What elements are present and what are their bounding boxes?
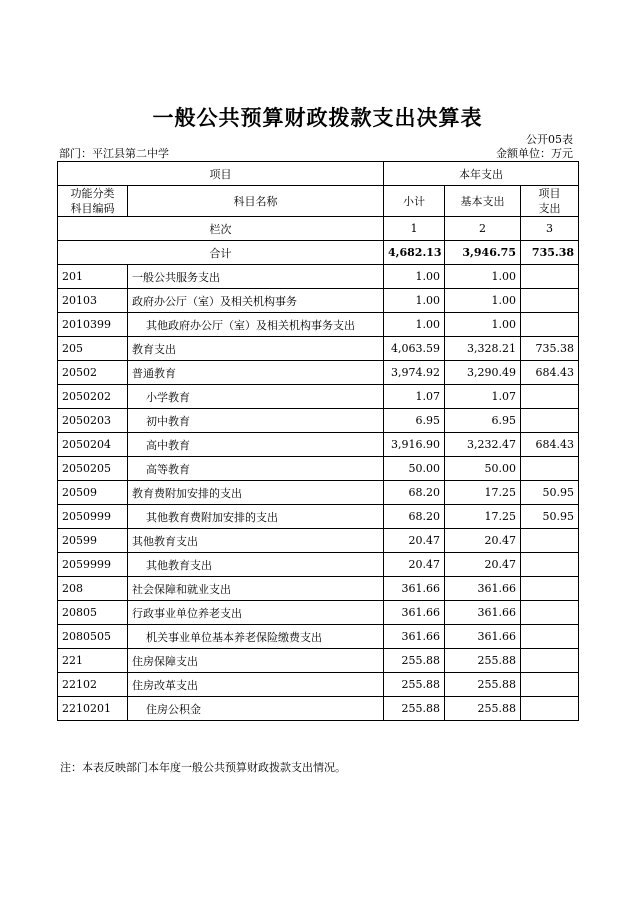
header-basic-expense: 基本支出	[445, 186, 521, 217]
header-subject-name: 科目名称	[128, 186, 384, 217]
basic-expense-cell: 20.47	[445, 553, 521, 577]
function-code-cell: 20502	[58, 361, 128, 385]
subject-name-cell: 住房保障支出	[128, 649, 384, 673]
basic-expense-cell: 1.00	[445, 289, 521, 313]
subtotal-cell: 1.07	[384, 385, 445, 409]
basic-expense-cell: 1.07	[445, 385, 521, 409]
project-expense-cell: 684.43	[521, 361, 579, 385]
basic-expense-cell: 3,232.47	[445, 433, 521, 457]
function-code-cell: 2080505	[58, 625, 128, 649]
table-row	[58, 481, 579, 505]
function-code-cell: 22102	[58, 673, 128, 697]
basic-expense-cell: 255.88	[445, 649, 521, 673]
form-number: 公开05表	[526, 133, 573, 146]
basic-expense-cell: 50.00	[445, 457, 521, 481]
basic-expense-cell: 3,328.21	[445, 337, 521, 361]
project-expense-cell	[521, 457, 579, 481]
department-label: 部门：平江县第二中学	[59, 147, 169, 160]
table-row	[58, 649, 579, 673]
header-row-1	[58, 162, 579, 186]
function-code-cell: 2050205	[58, 457, 128, 481]
subject-name-cell: 其他教育支出	[128, 553, 384, 577]
subtotal-cell: 361.66	[384, 577, 445, 601]
table-row	[58, 385, 579, 409]
subject-name-cell: 其他教育费附加安排的支出	[128, 505, 384, 529]
table-row	[58, 601, 579, 625]
project-expense-cell: 735.38	[521, 337, 579, 361]
subtotal-cell: 50.00	[384, 457, 445, 481]
column-order-label: 栏次	[58, 217, 384, 241]
basic-expense-cell: 255.88	[445, 697, 521, 721]
function-code-cell: 2050203	[58, 409, 128, 433]
function-code-cell: 20805	[58, 601, 128, 625]
subject-name-cell: 机关事业单位基本养老保险缴费支出	[128, 625, 384, 649]
header-func-code	[58, 186, 128, 217]
header-func-code-line2: 科目编码	[70, 202, 115, 215]
page-title: 一般公共预算财政拨款支出决算表	[152, 105, 483, 130]
table-row	[58, 409, 579, 433]
function-code-cell: 20509	[58, 481, 128, 505]
basic-expense-cell: 20.47	[445, 529, 521, 553]
project-expense-cell	[521, 697, 579, 721]
function-code-cell: 20103	[58, 289, 128, 313]
function-code-cell: 2010399	[58, 313, 128, 337]
subtotal-cell: 361.66	[384, 625, 445, 649]
project-expense-cell	[521, 313, 579, 337]
subject-name-cell: 初中教育	[128, 409, 384, 433]
subject-name-cell: 政府办公厅（室）及相关机构事务	[128, 289, 384, 313]
project-expense-cell	[521, 385, 579, 409]
expense-table	[57, 161, 579, 721]
table-row	[58, 361, 579, 385]
subject-name-cell: 其他教育支出	[128, 529, 384, 553]
subtotal-cell: 20.47	[384, 553, 445, 577]
table-row	[58, 529, 579, 553]
footnote: 注：本表反映部门本年度一般公共预算财政拨款支出情况。	[60, 761, 346, 774]
table-row	[58, 457, 579, 481]
subject-name-cell: 高等教育	[128, 457, 384, 481]
subject-name-cell: 教育支出	[128, 337, 384, 361]
basic-expense-cell: 255.88	[445, 673, 521, 697]
subject-name-cell: 住房公积金	[128, 697, 384, 721]
subject-name-cell: 行政事业单位养老支出	[128, 601, 384, 625]
table-row	[58, 433, 579, 457]
amount-unit-label: 金额单位：万元	[496, 147, 573, 160]
project-expense-cell	[521, 553, 579, 577]
basic-expense-cell: 1.00	[445, 313, 521, 337]
basic-expense-cell: 361.66	[445, 625, 521, 649]
subject-name-cell: 一般公共服务支出	[128, 265, 384, 289]
project-expense-cell: 50.95	[521, 505, 579, 529]
project-expense-cell	[521, 577, 579, 601]
project-expense-cell	[521, 601, 579, 625]
basic-expense-cell: 361.66	[445, 601, 521, 625]
function-code-cell: 20599	[58, 529, 128, 553]
table-row	[58, 289, 579, 313]
subject-name-cell: 住房改革支出	[128, 673, 384, 697]
table-row	[58, 625, 579, 649]
column-number-2: 2	[445, 217, 521, 241]
project-expense-cell: 684.43	[521, 433, 579, 457]
header-row-2	[58, 186, 579, 217]
function-code-cell: 208	[58, 577, 128, 601]
table-row	[58, 577, 579, 601]
project-expense-cell	[521, 409, 579, 433]
subtotal-cell: 68.20	[384, 505, 445, 529]
subtotal-cell: 3,916.90	[384, 433, 445, 457]
subject-name-cell: 社会保障和就业支出	[128, 577, 384, 601]
subject-name-cell: 教育费附加安排的支出	[128, 481, 384, 505]
basic-expense-cell: 1.00	[445, 265, 521, 289]
subtotal-cell: 255.88	[384, 673, 445, 697]
table-row	[58, 505, 579, 529]
subtotal-cell: 68.20	[384, 481, 445, 505]
subject-name-cell: 小学教育	[128, 385, 384, 409]
basic-expense-cell: 6.95	[445, 409, 521, 433]
subtotal-cell: 4,063.59	[384, 337, 445, 361]
subtotal-cell: 1.00	[384, 313, 445, 337]
function-code-cell: 201	[58, 265, 128, 289]
total-row	[58, 241, 579, 265]
function-code-cell: 2050999	[58, 505, 128, 529]
subject-name-cell: 普通教育	[128, 361, 384, 385]
project-expense-cell	[521, 529, 579, 553]
subject-name-cell: 高中教育	[128, 433, 384, 457]
function-code-cell: 2210201	[58, 697, 128, 721]
project-expense-cell	[521, 289, 579, 313]
header-project-expense-line2: 支出	[538, 202, 561, 215]
basic-expense-cell: 17.25	[445, 505, 521, 529]
subtotal-cell: 6.95	[384, 409, 445, 433]
subtotal-cell: 1.00	[384, 289, 445, 313]
total-subtotal: 4,682.13	[384, 241, 445, 265]
function-code-cell: 2050204	[58, 433, 128, 457]
function-code-cell: 221	[58, 649, 128, 673]
table-row	[58, 553, 579, 577]
project-expense-cell	[521, 265, 579, 289]
function-code-cell: 2059999	[58, 553, 128, 577]
subtotal-cell: 255.88	[384, 649, 445, 673]
subtotal-cell: 20.47	[384, 529, 445, 553]
column-order-row	[58, 217, 579, 241]
table-row	[58, 337, 579, 361]
table-row	[58, 313, 579, 337]
table-row	[58, 265, 579, 289]
table-row	[58, 673, 579, 697]
table-row	[58, 697, 579, 721]
header-func-code-line1: 功能分类	[70, 187, 115, 200]
basic-expense-cell: 361.66	[445, 577, 521, 601]
total-project: 735.38	[521, 241, 579, 265]
header-project: 项目	[58, 162, 384, 186]
subtotal-cell: 3,974.92	[384, 361, 445, 385]
subtotal-cell: 1.00	[384, 265, 445, 289]
subtotal-cell: 361.66	[384, 601, 445, 625]
project-expense-cell	[521, 649, 579, 673]
column-number-3: 3	[521, 217, 579, 241]
function-code-cell: 205	[58, 337, 128, 361]
project-expense-cell	[521, 673, 579, 697]
total-basic: 3,946.75	[445, 241, 521, 265]
basic-expense-cell: 17.25	[445, 481, 521, 505]
total-label: 合计	[58, 241, 384, 265]
header-project-expense	[521, 186, 579, 217]
basic-expense-cell: 3,290.49	[445, 361, 521, 385]
subtotal-cell: 255.88	[384, 697, 445, 721]
function-code-cell: 2050202	[58, 385, 128, 409]
project-expense-cell	[521, 625, 579, 649]
header-project-expense-line1: 项目	[538, 187, 561, 200]
project-expense-cell: 50.95	[521, 481, 579, 505]
column-number-1: 1	[384, 217, 445, 241]
subject-name-cell: 其他政府办公厅（室）及相关机构事务支出	[128, 313, 384, 337]
header-current-year-expense: 本年支出	[384, 162, 579, 186]
header-subtotal: 小计	[384, 186, 445, 217]
